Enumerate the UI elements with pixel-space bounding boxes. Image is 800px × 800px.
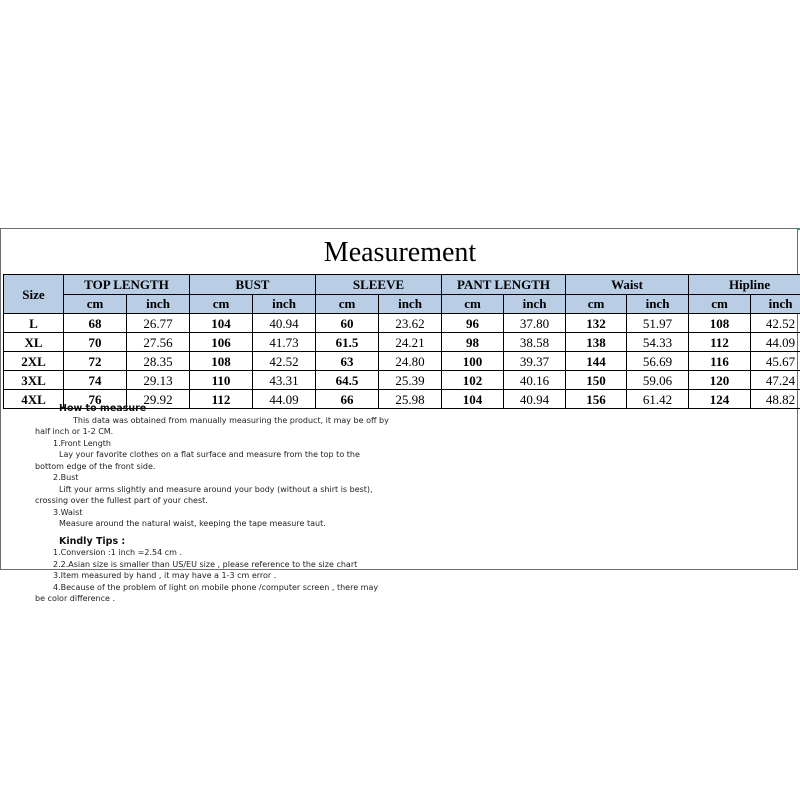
- note-line: This data was obtained from manually measuring the product, it may be off by: [73, 415, 389, 425]
- value-cell: 40.16: [504, 371, 566, 390]
- unit-header: cm: [689, 294, 751, 314]
- value-cell: 144: [566, 352, 627, 371]
- size-chart-panel: [0, 228, 798, 603]
- value-cell: 44.09: [751, 333, 800, 352]
- note-line: 1.Front Length: [53, 438, 112, 448]
- value-cell: 70: [64, 333, 127, 352]
- value-cell: 104: [190, 314, 253, 333]
- unit-header: inch: [253, 294, 316, 314]
- value-cell: 68: [64, 314, 127, 333]
- group-header-top-length: TOP LENGTH: [64, 275, 190, 295]
- value-cell: 112: [190, 390, 253, 409]
- chart-title: Measurement: [323, 237, 477, 268]
- table-row: [4, 333, 800, 352]
- value-cell: 28.35: [127, 352, 190, 371]
- value-cell: 98: [442, 333, 504, 352]
- value-cell: 44.09: [253, 390, 316, 409]
- value-cell: 43.31: [253, 371, 316, 390]
- kindly-tips-heading: Kindly Tips :: [59, 535, 126, 547]
- value-cell: 37.80: [504, 314, 566, 333]
- value-cell: 60: [316, 314, 379, 333]
- value-cell: 106: [190, 333, 253, 352]
- group-header-row: [4, 275, 800, 295]
- unit-header: inch: [504, 294, 566, 314]
- value-cell: 74: [64, 371, 127, 390]
- unit-header: inch: [627, 294, 689, 314]
- group-header-waist: Waist: [566, 275, 689, 295]
- group-header-hipline: Hipline: [689, 275, 800, 295]
- value-cell: 40.94: [253, 314, 316, 333]
- value-cell: 29.92: [127, 390, 190, 409]
- value-cell: 63: [316, 352, 379, 371]
- tip-line: 2.2.Asian size is smaller than US/EU size , please reference to the size chart: [53, 559, 358, 569]
- value-cell: 108: [689, 314, 751, 333]
- tip-line: 4.Because of the problem of light on mobile phone /computer screen , there may: [53, 582, 379, 592]
- value-cell: 61.42: [627, 390, 689, 409]
- group-header-pant-length: PANT LENGTH: [442, 275, 566, 295]
- value-cell: 66: [316, 390, 379, 409]
- value-cell: 108: [190, 352, 253, 371]
- value-cell: 116: [689, 352, 751, 371]
- size-table: [3, 274, 800, 409]
- value-cell: 25.98: [379, 390, 442, 409]
- note-line: half inch or 1-2 CM.: [35, 427, 114, 436]
- unit-header: cm: [190, 294, 253, 314]
- note-line: 3.Waist: [53, 507, 83, 517]
- table-row: [4, 352, 800, 371]
- value-cell: 48.82: [751, 390, 800, 409]
- size-header: Size: [4, 275, 64, 314]
- value-cell: 38.58: [504, 333, 566, 352]
- value-cell: 100: [442, 352, 504, 371]
- value-cell: 59.06: [627, 371, 689, 390]
- note-line: 2.Bust: [53, 473, 79, 482]
- size-cell: 2XL: [4, 352, 64, 371]
- value-cell: 64.5: [316, 371, 379, 390]
- value-cell: 132: [566, 314, 627, 333]
- value-cell: 41.73: [253, 333, 316, 352]
- value-cell: 61.5: [316, 333, 379, 352]
- unit-header-row: [4, 294, 800, 314]
- how-to-measure-heading: How to measure: [59, 403, 147, 414]
- value-cell: 150: [566, 371, 627, 390]
- size-cell: 3XL: [4, 371, 64, 390]
- value-cell: 42.52: [751, 314, 800, 333]
- value-cell: 120: [689, 371, 751, 390]
- value-cell: 54.33: [627, 333, 689, 352]
- value-cell: 26.77: [127, 314, 190, 333]
- table-row: [4, 314, 800, 333]
- measurement-notes: [1, 403, 799, 605]
- unit-header: inch: [127, 294, 190, 314]
- tip-line: 1.Conversion :1 inch =2.54 cm .: [53, 548, 182, 557]
- value-cell: 56.69: [627, 352, 689, 371]
- value-cell: 23.62: [379, 314, 442, 333]
- table-row: [4, 371, 800, 390]
- unit-header: inch: [751, 294, 800, 314]
- value-cell: 124: [689, 390, 751, 409]
- value-cell: 40.94: [504, 390, 566, 409]
- size-cell: XL: [4, 333, 64, 352]
- value-cell: 76: [64, 390, 127, 409]
- note-line: Measure around the natural waist, keeping the tape measure taut.: [59, 519, 326, 528]
- tip-line: be color difference .: [35, 594, 116, 603]
- value-cell: 156: [566, 390, 627, 409]
- value-cell: 45.67: [751, 352, 800, 371]
- value-cell: 47.24: [751, 371, 800, 390]
- tip-line: 3.Item measured by hand , it may have a 1-3 cm error .: [53, 571, 277, 580]
- group-header-bust: BUST: [190, 275, 316, 295]
- note-line: crossing over the fullest part of your chest.: [35, 496, 208, 505]
- value-cell: 96: [442, 314, 504, 333]
- value-cell: 25.39: [379, 371, 442, 390]
- value-cell: 112: [689, 333, 751, 352]
- value-cell: 39.37: [504, 352, 566, 371]
- group-header-sleeve: SLEEVE: [316, 275, 442, 295]
- value-cell: 104: [442, 390, 504, 409]
- value-cell: 72: [64, 352, 127, 371]
- value-cell: 138: [566, 333, 627, 352]
- size-cell: L: [4, 314, 64, 333]
- note-line: Lay your favorite clothes on a flat surface and measure from the top to the: [59, 450, 360, 459]
- value-cell: 102: [442, 371, 504, 390]
- unit-header: cm: [64, 294, 127, 314]
- unit-header: cm: [442, 294, 504, 314]
- value-cell: 29.13: [127, 371, 190, 390]
- unit-header: inch: [379, 294, 442, 314]
- unit-header: cm: [566, 294, 627, 314]
- unit-header: cm: [316, 294, 379, 314]
- note-line: bottom edge of the front side.: [35, 461, 156, 471]
- note-line: Lift your arms slightly and measure around your body (without a shirt is best),: [59, 484, 373, 494]
- value-cell: 24.80: [379, 352, 442, 371]
- value-cell: 110: [190, 371, 253, 390]
- value-cell: 42.52: [253, 352, 316, 371]
- value-cell: 51.97: [627, 314, 689, 333]
- size-cell: 4XL: [4, 390, 64, 409]
- value-cell: 24.21: [379, 333, 442, 352]
- value-cell: 27.56: [127, 333, 190, 352]
